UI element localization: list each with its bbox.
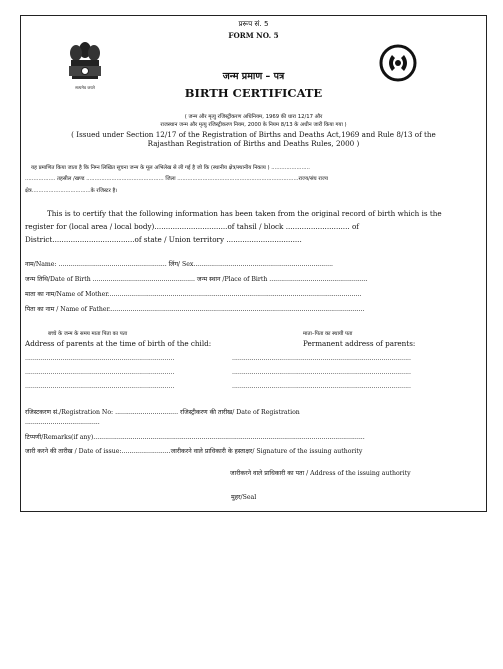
parents-address-hindi: बच्चे के जन्म के समय माता पिता का पता <box>48 331 128 337</box>
issued-english-line1: ( Issued under Section 12/17 of the Registration of Births and Deaths Act,1969 and Rule 8/13 of the <box>71 130 436 139</box>
field-father-name: पिता का नाम / Name of Father.................................................................................................................................. <box>25 306 365 313</box>
remarks: टिप्पणी/Remarks(if any).......................................................................................................................................... <box>25 434 365 441</box>
issued-hindi-line2: राजस्थान जन्म और मृत्यु रजिस्ट्रीकरण नियम, 2000 के नियम 8/13 के अधीन जारी किया गया ) <box>160 122 347 128</box>
form-number: FORM NO. 5 <box>228 31 279 40</box>
hindi-cert-line1: यह प्रमाणित किया जाता है कि निम्न लिखित सूचना जन्म के मूल अभिलेख से ली गई है जो कि (स्थानीय क्षेत्र/स्थानीय निकाय ) ....................... <box>31 165 310 171</box>
registration-date-line: ...................................... <box>25 419 100 426</box>
issued-hindi-line1: ( जन्म और मृत्यु रजिस्ट्रीकरण अधिनियम, 1969 की धारा 12/17 और <box>184 114 323 120</box>
english-cert-line2: register for (local area / local body)................................of tahsil / block ............................ of <box>25 222 359 231</box>
form-number-hindi: प्ररूप सं. 5 <box>238 19 269 28</box>
permanent-address-line: ........................................................................................... <box>232 369 411 376</box>
seal-label: मुहर/Seal <box>231 494 257 501</box>
issuing-authority-address: जारीकरने वाले प्राधिकारी का पता / Address of the issuing authority <box>230 470 411 477</box>
english-cert-line1: This is to certify that the following information has been taken from the original record of birth which is the <box>47 209 442 218</box>
field-mother-name: माता का नाम/Name of Mother................................................................................................................................. <box>25 291 362 298</box>
registration-number-date: रजिस्टकरण सं./Registration No: ................................ रजिस्ट्रीकरण की तारीख/ Date of Registration <box>25 409 300 416</box>
emblem-caption: सत्यमेव जयते <box>75 85 95 90</box>
hindi-cert-line2: .................. तहसील /खण्ड .............................................. जिला ........................................................................राज्य/संघ राज्य <box>25 176 328 182</box>
permanent-address-hindi: माता–पिता का स्थायी पता <box>303 331 353 337</box>
parents-address-line: ............................................................................ <box>25 355 175 362</box>
english-cert-line3: District....................................of state / Union territory ................................. <box>25 235 302 244</box>
parents-address-label: Address of parents at the time of birth of the child: <box>25 339 212 348</box>
parents-address-line: ............................................................................ <box>25 369 175 376</box>
title-hindi: जन्म प्रमाण – पत्र <box>222 71 285 82</box>
certificate-page <box>20 15 487 512</box>
issued-english-line2: Rajasthan Registration of Births and Deaths Rules, 2000 ) <box>147 139 360 148</box>
hindi-cert-line3: क्षेत्र...................................के रजिस्टर है। <box>25 188 118 194</box>
permanent-address-line: ........................................................................................... <box>232 355 411 362</box>
permanent-address-label: Permanent address of parents: <box>303 339 416 348</box>
field-name-sex: नाम/Name: ....................................................... लिंग/ Sex....................................................................... <box>25 261 334 268</box>
date-of-issue-signature: जारी करने की तारीख / Date of issue:.........................जारीकरने वाले प्राधिकारी के हस्ताक्षर/ Signature of the issuing authority <box>25 448 363 455</box>
permanent-address-line: ........................................................................................... <box>232 383 411 390</box>
certificate-title: BIRTH CERTIFICATE <box>184 86 323 100</box>
parents-address-line: ............................................................................ <box>25 383 175 390</box>
field-dob-place: जन्म तिथि/Date of Birth .................................................... जन्म स्थान /Place of Birth .................................................. <box>25 276 368 283</box>
